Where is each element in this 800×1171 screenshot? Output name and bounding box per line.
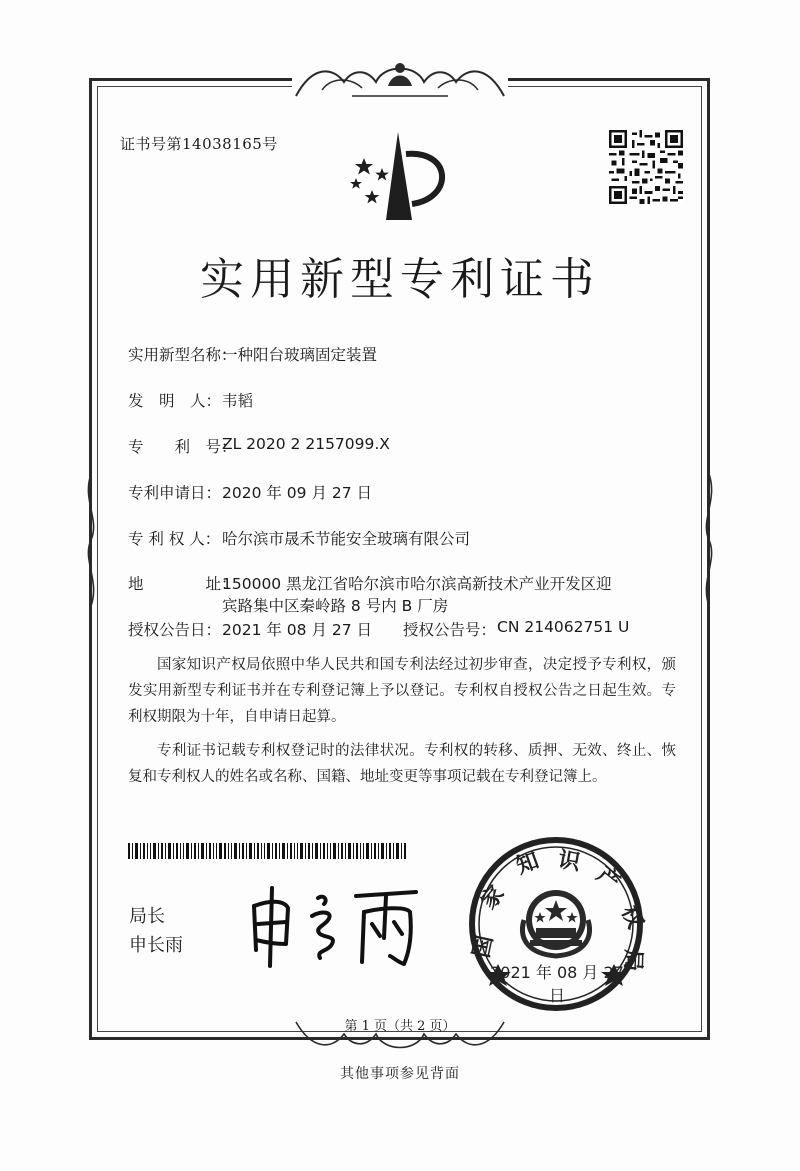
field-value-2: CN 214062751 U (497, 618, 630, 636)
field-value: 韦韬 (222, 392, 254, 410)
grant-paragraph: 国家知识产权局依照中华人民共和国专利法经过初步审查，决定授予专利权，颁发实用新型专利证书并在专利登记簿上予以登记。专利权自授权公告之日起生效。专利权期限为十年，自申请日起算。 (128, 657, 676, 725)
director-name: 申长雨 (129, 935, 183, 956)
field-label: 实用新型名称： (128, 346, 237, 364)
field-value: 2021 年 08 月 27 日 (222, 621, 373, 639)
page-indicator: 第 1 页（共 2 页） (344, 1019, 456, 1034)
field-label: 专利申请日： (128, 484, 222, 502)
field-label: 授权公告日： (128, 621, 222, 639)
field-value: ZL 2020 2 2157099.X (222, 435, 390, 453)
footer-note: 其他事项参见背面 (340, 1066, 460, 1082)
certificate-number: 证书号第14038165号 (120, 135, 278, 153)
field-label: 专 利 权 人： (128, 530, 221, 548)
svg-text:家: 家 (476, 881, 510, 915)
field-value: 2020 年 09 月 27 日 (222, 484, 373, 502)
field-label-2: 授权公告号： (403, 621, 497, 639)
field-label: 地 址： (128, 575, 237, 593)
field-value: 哈尔滨市晟禾节能安全玻璃有限公司 (222, 530, 471, 548)
field-row-address (0, 572, 800, 618)
barcode-icon (128, 843, 408, 859)
field-label: 专 利 号： (128, 438, 237, 456)
svg-text:局: 局 (619, 948, 646, 972)
director-title: 局长 (129, 906, 165, 927)
svg-text:识: 识 (556, 847, 583, 876)
top-ornament-icon (292, 56, 508, 102)
qr-code-icon (609, 130, 683, 204)
handwritten-signature-icon (240, 880, 430, 970)
national-ip-emblem-icon (342, 128, 462, 228)
seal-date: 2021 年 08 月 27 日 (490, 963, 624, 1005)
field-value-line2: 宾路集中区秦岭路 8 号内 B 厂房 (222, 597, 449, 615)
field-value: 一种阳台玻璃固定装置 (222, 346, 378, 364)
svg-text:产: 产 (591, 862, 625, 896)
legal-status-paragraph: 专利证书记载专利权登记时的法律状况。专利权的转移、质押、无效、终止、恢复和专利权人的姓名或名称、国籍、地址变更等事项记载在专利登记簿上。 (128, 743, 676, 785)
certificate-title: 实用新型专利证书 (200, 254, 600, 305)
svg-text:知: 知 (513, 848, 543, 880)
svg-text:权: 权 (616, 902, 648, 933)
field-value: 150000 黑龙江省哈尔滨市哈尔滨高新技术产业开发区迎 (222, 575, 612, 593)
svg-text:国: 国 (469, 933, 499, 961)
field-label: 发 明 人： (128, 392, 222, 410)
